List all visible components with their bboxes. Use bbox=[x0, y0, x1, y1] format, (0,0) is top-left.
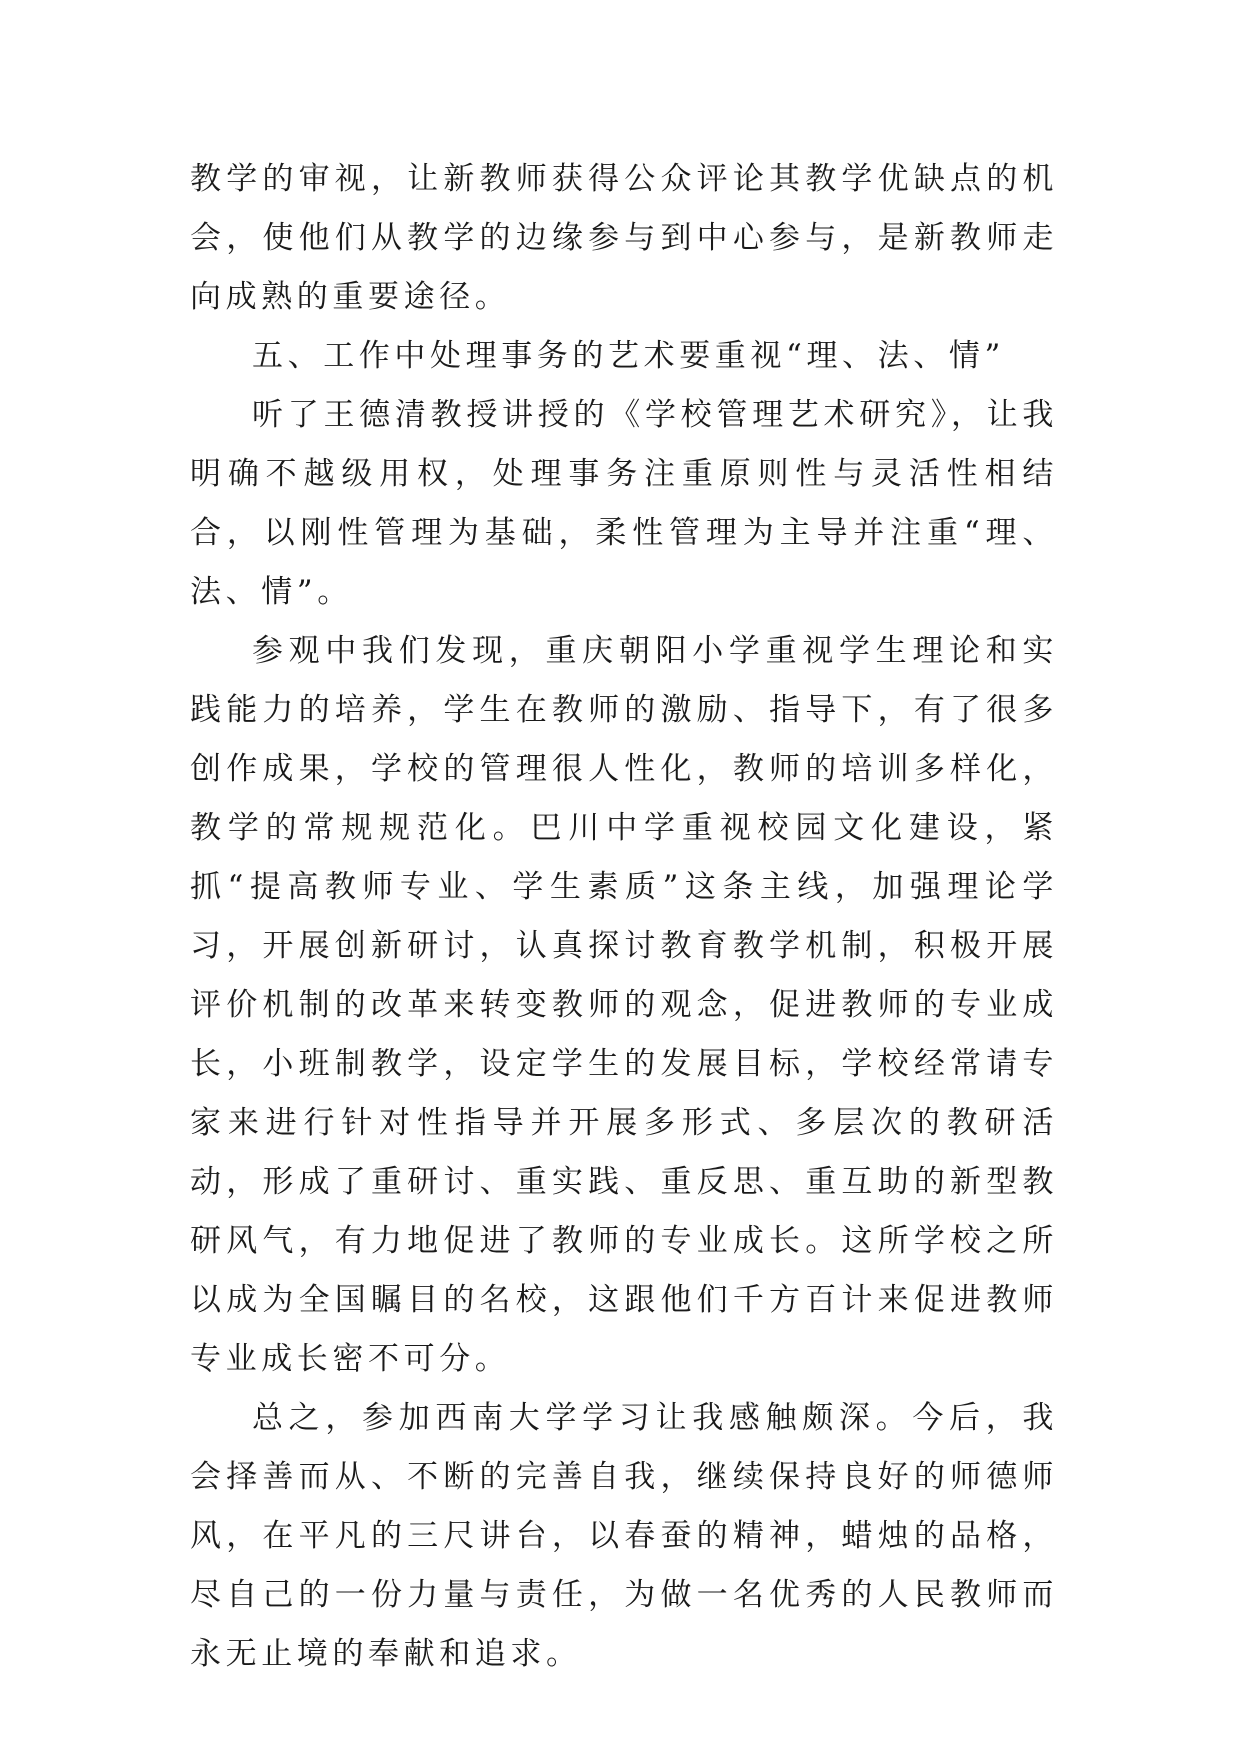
section-heading: 五、工作中处理事务的艺术要重视“理、法、情” bbox=[252, 338, 1005, 374]
paragraph-lecture: 听了王德清教授讲授的《学校管理艺术研究》，让我明确不越级用权，处理事务注重原则性与灵活性相结合，以刚性管理为基础，柔性管理为主导并注重“理、法、情”。 bbox=[190, 397, 1058, 610]
paragraph-conclusion: 总之，参加西南大学学习让我感触颇深。今后，我会择善而从、不断的完善自我，继续保持良好的师德师风，在平凡的三尺讲台，以春蚕的精神，蜡烛的品格，尽自己的一份力量与责任，为做一名优秀的人民教师而永无止境的奉献和追求。 bbox=[190, 1400, 1058, 1672]
paragraph-school-visit: 参观中我们发现，重庆朝阳小学重视学生理论和实践能力的培养，学生在教师的激励、指导下，有了很多创作成果，学校的管理很人性化，教师的培训多样化，教学的常规规范化。巴川中学重视校园文化建设，紧抓“提高教师专业、学生素质”这条主线，加强理论学习，开展创新研讨，认真探讨教育教学机制，积极开展评价机制的改革来转变教师的观念，促进教师的专业成长，小班制教学，设定学生的发展目标，学校经常请专家来进行针对性指导并开展多形式、多层次的教研活动，形成了重研讨、重实践、重反思、重互助的新型教研风气，有力地促进了教师的专业成长。这所学校之所以成为全国瞩目的名校，这跟他们千方百计来促进教师专业成长密不可分。 bbox=[190, 633, 1058, 1377]
paragraph-continuation: 教学的审视，让新教师获得公众评论其教学优缺点的机会，使他们从教学的边缘参与到中心参与，是新教师走向成熟的重要途径。 bbox=[190, 161, 1058, 315]
document-body bbox=[190, 150, 1058, 1684]
